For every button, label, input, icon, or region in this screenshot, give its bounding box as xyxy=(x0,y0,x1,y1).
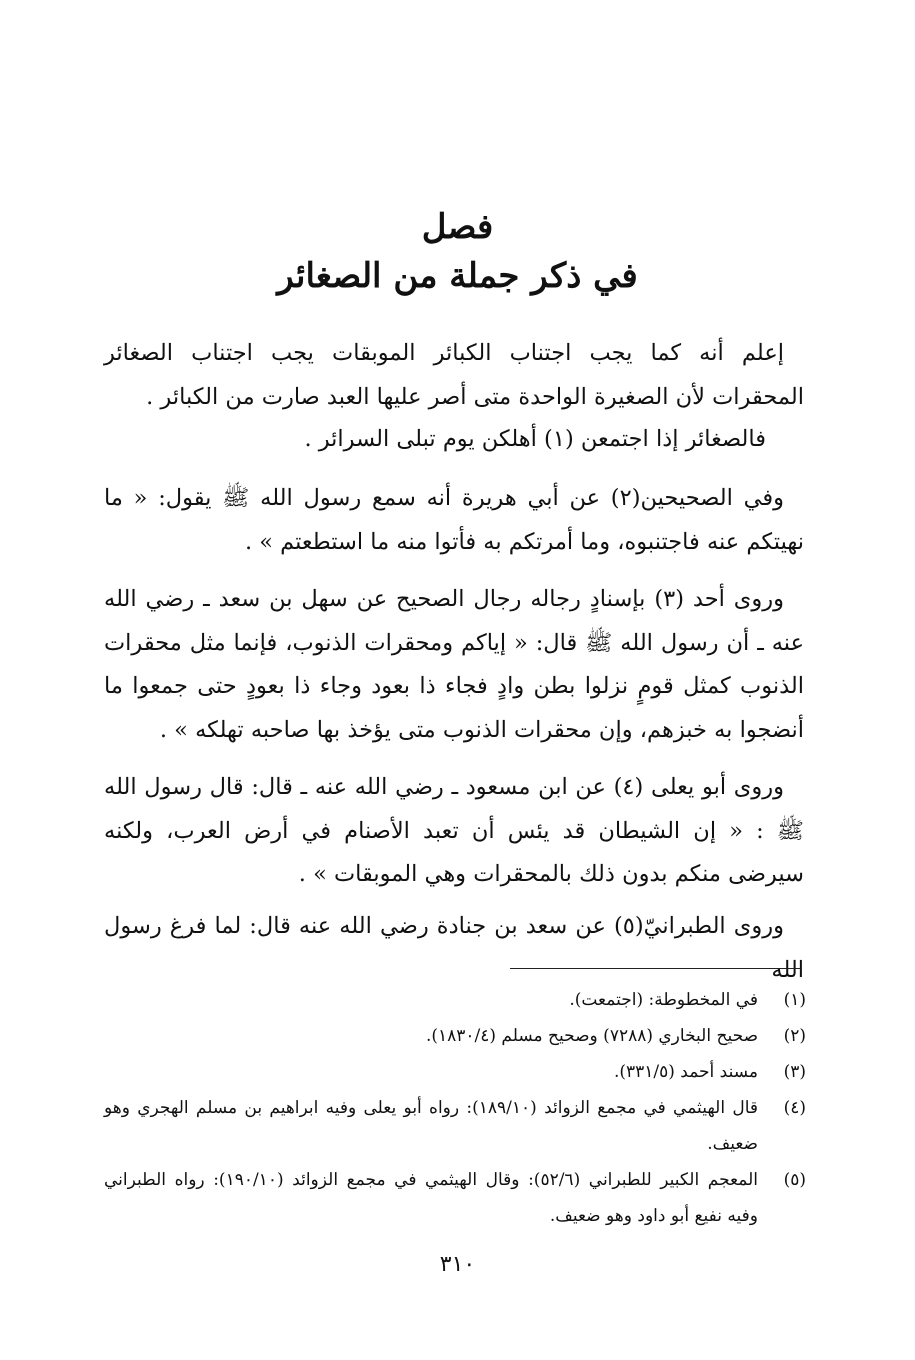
paragraph-2 xyxy=(104,418,804,462)
footnote-number: (١) xyxy=(783,990,806,1010)
footnote-text: مسند أحمد (٣٣١/٥). xyxy=(613,1062,758,1082)
footnote-number: (٥) xyxy=(783,1170,806,1190)
paragraph-3 xyxy=(104,477,804,564)
paragraph-6 xyxy=(104,905,804,992)
section-title: في ذكر جملة من الصغائر xyxy=(277,256,638,296)
footnote-number: (٢) xyxy=(783,1026,806,1046)
footnote-text: المعجم الكبير للطبراني (٥٢/٦): وقال الهيثمي في مجمع الزوائد (١٩٠/١٠): رواه الطبراني وفيه نفيع أبو داود وهو ضعيف. xyxy=(104,1170,758,1226)
footnote-divider xyxy=(510,968,802,969)
chapter-heading: فصل xyxy=(421,207,494,247)
footnote-4 xyxy=(104,1090,806,1162)
paragraph-4 xyxy=(104,578,804,752)
footnote-1 xyxy=(104,982,806,1018)
paragraph-text: وروى الطبرانيّ(٥) عن سعد بن جنادة رضي الله عنه قال: لما فرغ رسول الله xyxy=(104,913,804,983)
paragraph-text: وروى أبو يعلى (٤) عن ابن مسعود ـ رضي الله عنه ـ قال: قال رسول الله ﷺ : « إن الشيطان قد يئس أن تعبد الأصنام في أرض العرب، ولكنه سيرضى منكم بدون ذلك بالمحقرات وهي الموبقات » . xyxy=(104,774,804,887)
footnote-text: في المخطوطة: (اجتمعت). xyxy=(569,990,758,1010)
footnote-number: (٤) xyxy=(783,1098,806,1118)
footnote-5 xyxy=(104,1162,806,1234)
paragraph-text: إعلم أنه كما يجب اجتناب الكبائر الموبقات يجب اجتناب الصغائر المحقرات لأن الصغيرة الواحدة متى أصر عليها العبد صارت من الكبائر . xyxy=(104,340,804,410)
paragraph-text: فالصغائر إذا اجتمعن (١) أهلكن يوم تبلى السرائر . xyxy=(304,426,766,452)
footnote-2 xyxy=(104,1018,806,1054)
footnote-3 xyxy=(104,1054,806,1090)
page-number: ٣١٠ xyxy=(439,1252,476,1277)
paragraph-5 xyxy=(104,766,804,897)
paragraph-text: وروى أحد (٣) بإسنادٍ رجاله رجال الصحيح عن سهل بن سعد ـ رضي الله عنه ـ أن رسول الله ﷺ قال: « إياكم ومحقرات الذنوب، فإنما مثل محقرات الذنوب كمثل قومٍ نزلوا بطن وادٍ فجاء ذا بعود وجاء ذا بعودٍ حتى جمعوا ما أنضجوا به خبزهم، وإن محقرات الذنوب متى يؤخذ بها صاحبه تهلكه » . xyxy=(104,586,804,743)
footnotes xyxy=(104,982,806,1234)
paragraph-text: وفي الصحيحين(٢) عن أبي هريرة أنه سمع رسول الله ﷺ يقول: « ما نهيتكم عنه فاجتنبوه، وما أمرتكم به فأتوا منه ما استطعتم » . xyxy=(104,485,804,555)
footnote-number: (٣) xyxy=(783,1062,806,1082)
footnote-text: قال الهيثمي في مجمع الزوائد (١٨٩/١٠): رواه أبو يعلى وفيه ابراهيم بن مسلم الهجري وهو ضعيف. xyxy=(104,1098,759,1154)
paragraph-1 xyxy=(104,332,804,419)
footnote-text: صحيح البخاري (٧٢٨٨) وصحيح مسلم (١٨٣٠/٤). xyxy=(425,1026,758,1046)
